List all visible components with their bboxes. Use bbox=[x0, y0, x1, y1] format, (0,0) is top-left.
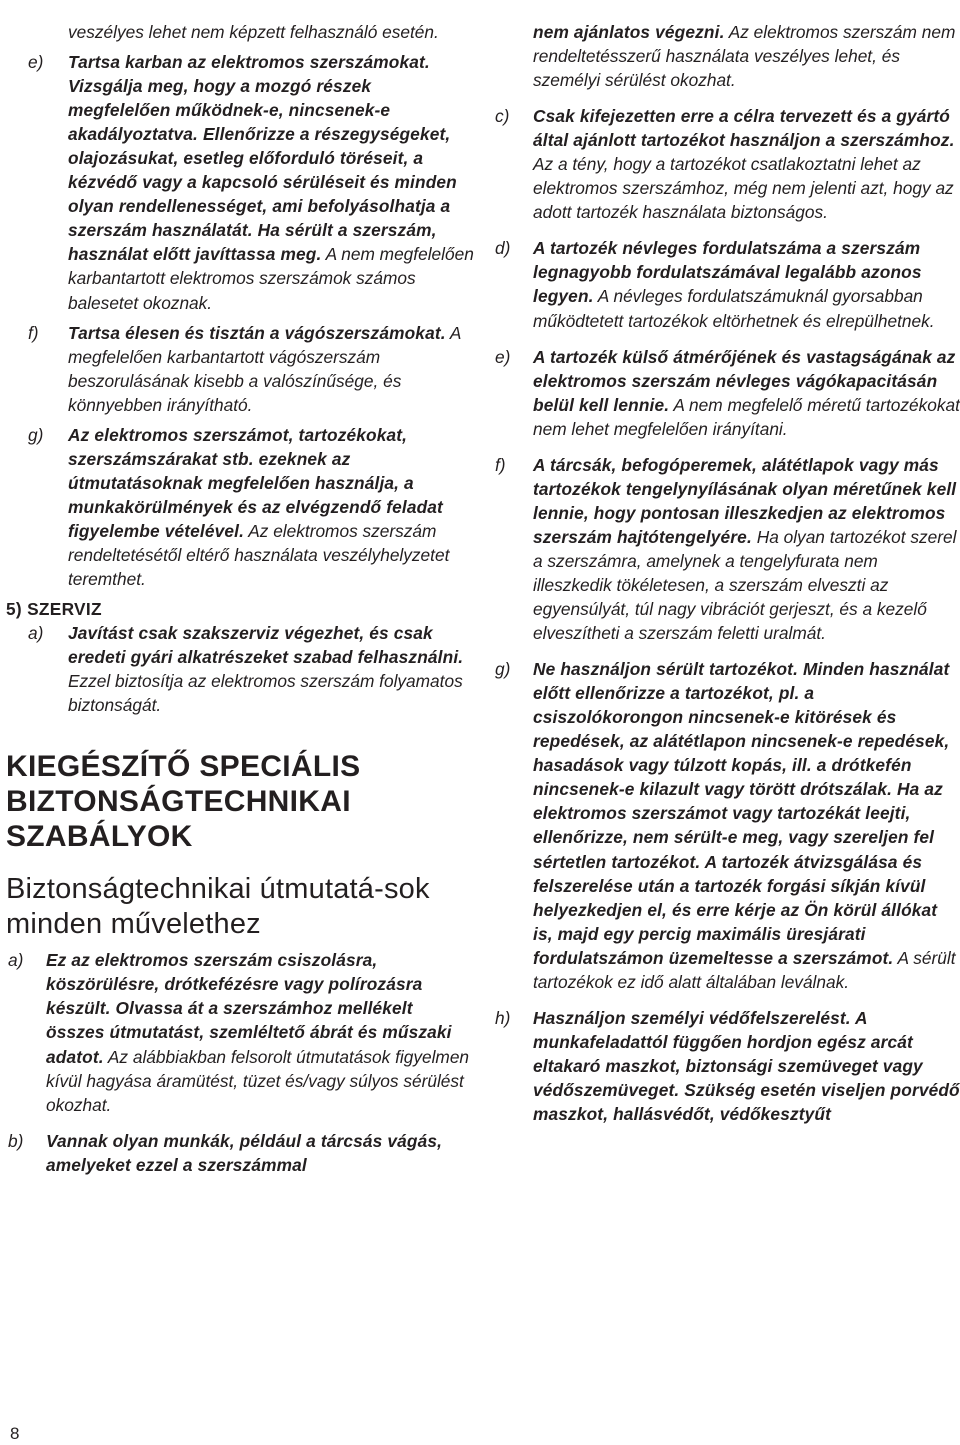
item-a bbox=[6, 948, 476, 1116]
item-h bbox=[493, 1006, 960, 1126]
chapter-title: KIEGÉSZÍTŐ SPECIÁLIS BIZTONSÁGTECHNIKAI SZABÁLYOK bbox=[6, 750, 361, 854]
item-text: Az elektromos szerszám rendeltetésétől eltérő használata veszélyhelyzetet teremthet. bbox=[68, 520, 450, 590]
item-bold-text: Tartsa élesen és tisztán a vágószerszámokat. bbox=[68, 322, 446, 343]
item-text: A nem megfelelően karbantartott elektromos szerszámok számos balesetet okoznak. bbox=[68, 244, 474, 313]
item-marker: b) bbox=[8, 1130, 24, 1151]
item-bold-text: Az elektromos szerszámot, tartozékokat, szerszámszárakat stb. ezeknek az útmutatásoknak megfelelően használja, a munkakörülmények és az elvégzendő feladat figyelembe vételével. bbox=[68, 424, 443, 541]
item-e bbox=[493, 345, 960, 441]
item-bold-text: Ez az elektromos szerszám csiszolásra, köszörülésre, drótkefézésre vagy polírozásra készült. Olvassa át a szerszámhoz mellékelt összes útmutatást, szemléltető ábrát és műszaki adatot. bbox=[46, 950, 452, 1067]
item-marker: f) bbox=[28, 322, 39, 343]
item-marker: h) bbox=[495, 1007, 511, 1028]
item-marker: a) bbox=[8, 950, 24, 971]
item-d bbox=[493, 236, 960, 332]
item-bold-text: Használjon személyi védőfelszerelést. A munkafeladattól függően hordjon egész arcát eltakaró maszkot, biztonsági szemüveget vagy védőszemüveget. Szükség esetén viseljen porvédő maszkot, hallásvédőt, védőkesztyűt bbox=[533, 1007, 960, 1124]
item-bold-text: Ne használjon sérült tartozékot. Minden használat előtt ellenőrizze a tartozékot, pl. a csiszolókorongon nincsenek-e kitörések és repedések, az alátétlapon nincsenek-e repedések, hasadások vagy túlzott kopás, ill. a drótkefén nincsenek-e kilazult vagy törött drótszálak. Ha az elektromos szerszámot vagy tartozékát leejti, ellenőrizze, nem sérült-e meg, vagy szereljen fel sértetlen tartozékot. A tartozék átvizsgálása és felszerelése után a tartozék forgási síkján kívül helyezkedjen el, és erre kérje az Ön körül állókat is, majd egy percig maximális üresjárati fordulatszámon üzemeltesse a szerszámot. bbox=[533, 659, 950, 968]
item-bold-text: A tartozék névleges fordulatszáma a szerszám legnagyobb fordulatszámával legalább azonos legyen. bbox=[533, 238, 922, 307]
item-bold-text: A tartozék külső átmérőjének és vastagságának az elektromos szerszám névleges vágókapacitásán belül kell lennie. bbox=[533, 346, 956, 415]
left-column bbox=[6, 20, 476, 1177]
item-text: Az a tény, hogy a tartozékot csatlakoztatni lehet az elektromos szerszámhoz, még nem jelenti azt, hogy az adott tartozék használata biztonságos. bbox=[533, 154, 954, 223]
item-text: Ha olyan tartozékot szerel a szerszámra, amelynek a tengelyfurata nem illeszkedik tökéletesen, a szerszám elveszti az egyensúlyát, túl nagy vibrációt gerjeszt, és a kezelő elveszítheti a szerszám feletti uralmát. bbox=[533, 526, 957, 644]
item-text: A nem megfelelő méretű tartozékokat nem lehet megfelelően irányítani. bbox=[533, 394, 960, 439]
item-bold-text: Vannak olyan munkák, például a tárcsás vágás, amelyeket ezzel a szerszámmal bbox=[46, 1130, 443, 1175]
item-text: A sérült tartozékok ez idő alatt általában leválnak. bbox=[533, 947, 956, 992]
item-g bbox=[6, 423, 476, 591]
page-number: 8 bbox=[10, 1424, 20, 1443]
right-column bbox=[493, 20, 960, 1126]
item-continuation bbox=[6, 20, 476, 44]
section-subtitle: Biztonságtechnikai útmutatá-sok minden művelethez bbox=[6, 873, 430, 941]
item-text: Az elektromos szerszám nem rendeltetésszerű használata veszélyes lehet, és személyi sérülést okozhat. bbox=[533, 22, 956, 91]
item-text: A megfelelően karbantartott vágószerszám beszorulásának kisebb a valószínűsége, és könnyebben irányítható. bbox=[68, 322, 461, 415]
item-text: A névleges fordulatszámuknál gyorsabban működtetett tartozékok eltörhetnek és elrepülhetnek. bbox=[533, 286, 935, 331]
item-text: veszélyes lehet nem képzett felhasználó esetén. bbox=[68, 22, 439, 42]
item-b bbox=[6, 1129, 476, 1177]
item-g bbox=[493, 657, 960, 994]
item-marker: g) bbox=[495, 659, 511, 680]
item-marker: g) bbox=[28, 424, 44, 445]
item-text: Az alábbiakban felsorolt útmutatások figyelmen kívül hagyása áramütést, tüzet és/vagy súlyos sérülést okozhat. bbox=[46, 1046, 470, 1115]
item-marker: c) bbox=[495, 106, 510, 127]
item-f bbox=[493, 453, 960, 645]
item-marker: a) bbox=[28, 623, 44, 644]
item-e bbox=[6, 50, 476, 315]
item-service-a bbox=[6, 621, 476, 717]
section-heading: 5) SZERVIZ bbox=[6, 599, 102, 620]
item-bold-text: nem ajánlatos végezni. bbox=[533, 22, 725, 42]
item-marker: d) bbox=[495, 238, 511, 259]
item-bold-text: A tárcsák, befogóperemek, alátétlapok vagy más tartozékok tengelynyílásának olyan méretűnek kell lennie, hogy pontosan illeszkedjen az elektromos szerszám hajtótengelyére. bbox=[533, 454, 957, 547]
item-text: Ezzel biztosítja az elektromos szerszám folyamatos biztonságát. bbox=[68, 671, 463, 716]
item-bold-text: Csak kifejezetten erre a célra tervezett és a gyártó által ajánlott tartozékot használjon a szerszámhoz. bbox=[533, 106, 955, 151]
item-marker: e) bbox=[28, 52, 44, 73]
item-bold-text: Javítást csak szakszerviz végezhet, és csak eredeti gyári alkatrészeket szabad felhasználni. bbox=[68, 623, 464, 668]
item-f bbox=[6, 321, 476, 417]
item-marker: f) bbox=[495, 454, 506, 475]
item-bold-text: Tartsa karban az elektromos szerszámokat. Vizsgálja meg, hogy a mozgó részek megfelelően működnek-e, nincsenek-e akadályoztatva. Ellenőrizze a részegységeket, olajozásukat, esetleg előforduló töréseit, a kézvédő vagy a kapcsoló sérüléseit és minden olyan rendellenességet, ami befolyásolhatja a szerszám használatát. Ha sérült a szerszám, használat előtt javíttassa meg. bbox=[68, 52, 457, 265]
item-c bbox=[493, 104, 960, 224]
item-continuation bbox=[493, 20, 960, 92]
item-marker: e) bbox=[495, 346, 511, 367]
